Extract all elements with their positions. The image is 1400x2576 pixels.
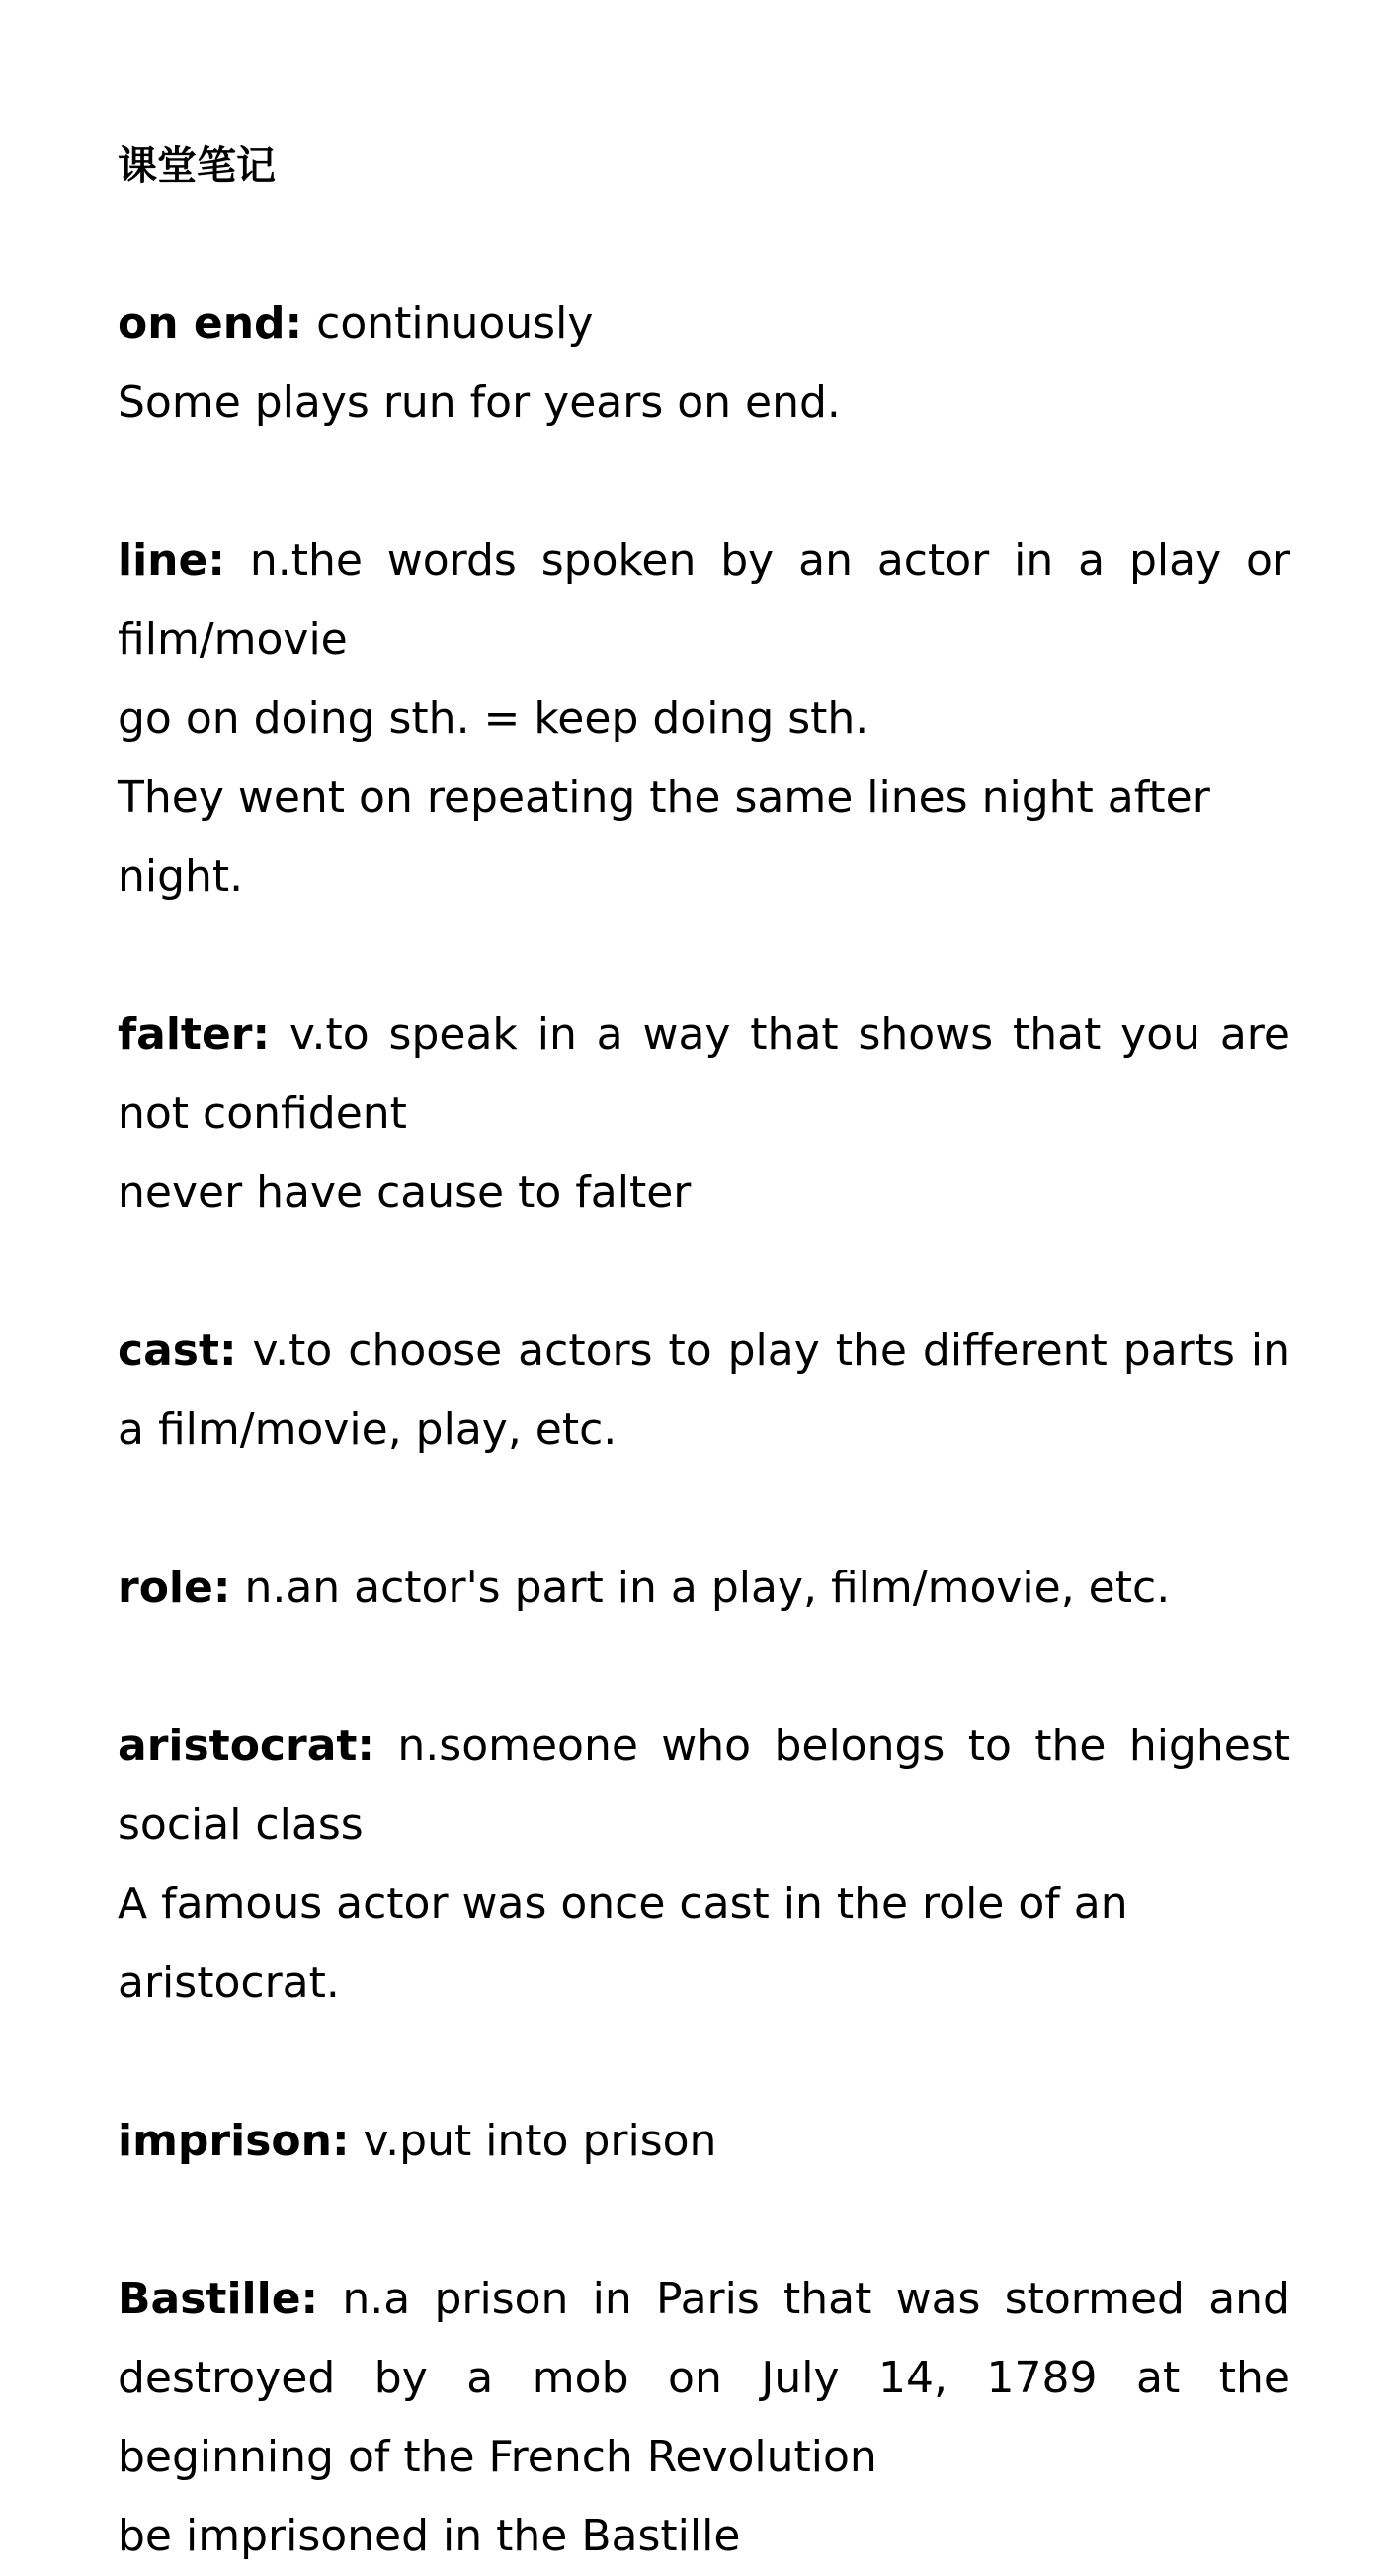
vocab-entry-role	[118, 1549, 1290, 1628]
term: falter:	[118, 1009, 271, 1060]
example-line: Some plays run for years on end.	[118, 377, 841, 428]
definition-line	[118, 2102, 1290, 2181]
term: role:	[118, 1563, 231, 1613]
page-title: 课堂笔记	[118, 143, 276, 189]
term: Bastille:	[118, 2274, 319, 2324]
vocab-entry-falter	[118, 996, 1290, 1233]
example-line: go on doing sth. = keep doing sth.	[118, 693, 869, 744]
definition: n.a prison in Paris that was stormed and destroyed by a mob on July 14, 1789 at the beginning of the French Revolution	[118, 2274, 1290, 2482]
definition: continuously	[302, 298, 594, 349]
term: imprison:	[118, 2116, 350, 2166]
definition-line	[118, 522, 1290, 680]
definition: n.an actor's part in a play, film/movie, etc.	[230, 1563, 1171, 1613]
vocab-entry-cast	[118, 1312, 1290, 1470]
definition-line	[118, 284, 1290, 363]
example-line: They went on repeating the same lines night after night.	[118, 772, 1210, 902]
vocab-entry-line	[118, 522, 1290, 917]
definition-line	[118, 1312, 1290, 1470]
example-line: never have cause to falter	[118, 1167, 692, 1218]
definition: v.to speak in a way that shows that you are not confident	[118, 1009, 1290, 1139]
vocab-entry-aristocrat	[118, 1707, 1290, 2023]
definition-line	[118, 1549, 1290, 1628]
definition-line	[118, 2260, 1290, 2497]
vocab-entry-imprison	[118, 2102, 1290, 2181]
vocab-entry-bastille	[118, 2260, 1290, 2576]
example-line: A famous actor was once cast in the role of an aristocrat.	[118, 1879, 1128, 2008]
definition: v.put into prison	[349, 2116, 717, 2166]
term: aristocrat:	[118, 1721, 375, 1771]
term: cast:	[118, 1326, 237, 1376]
definition-line	[118, 996, 1290, 1154]
definition: n.the words spoken by an actor in a play or film/movie	[118, 535, 1290, 665]
vocab-entry-on-end	[118, 284, 1290, 443]
term: line:	[118, 535, 225, 586]
definition-line	[118, 1707, 1290, 1865]
definition: n.someone who belongs to the highest social class	[118, 1721, 1290, 1850]
example-line: be imprisoned in the Bastille	[118, 2511, 741, 2561]
term: on end:	[118, 298, 303, 349]
definition: v.to choose actors to play the different parts in a film/movie, play, etc.	[118, 1326, 1290, 1455]
